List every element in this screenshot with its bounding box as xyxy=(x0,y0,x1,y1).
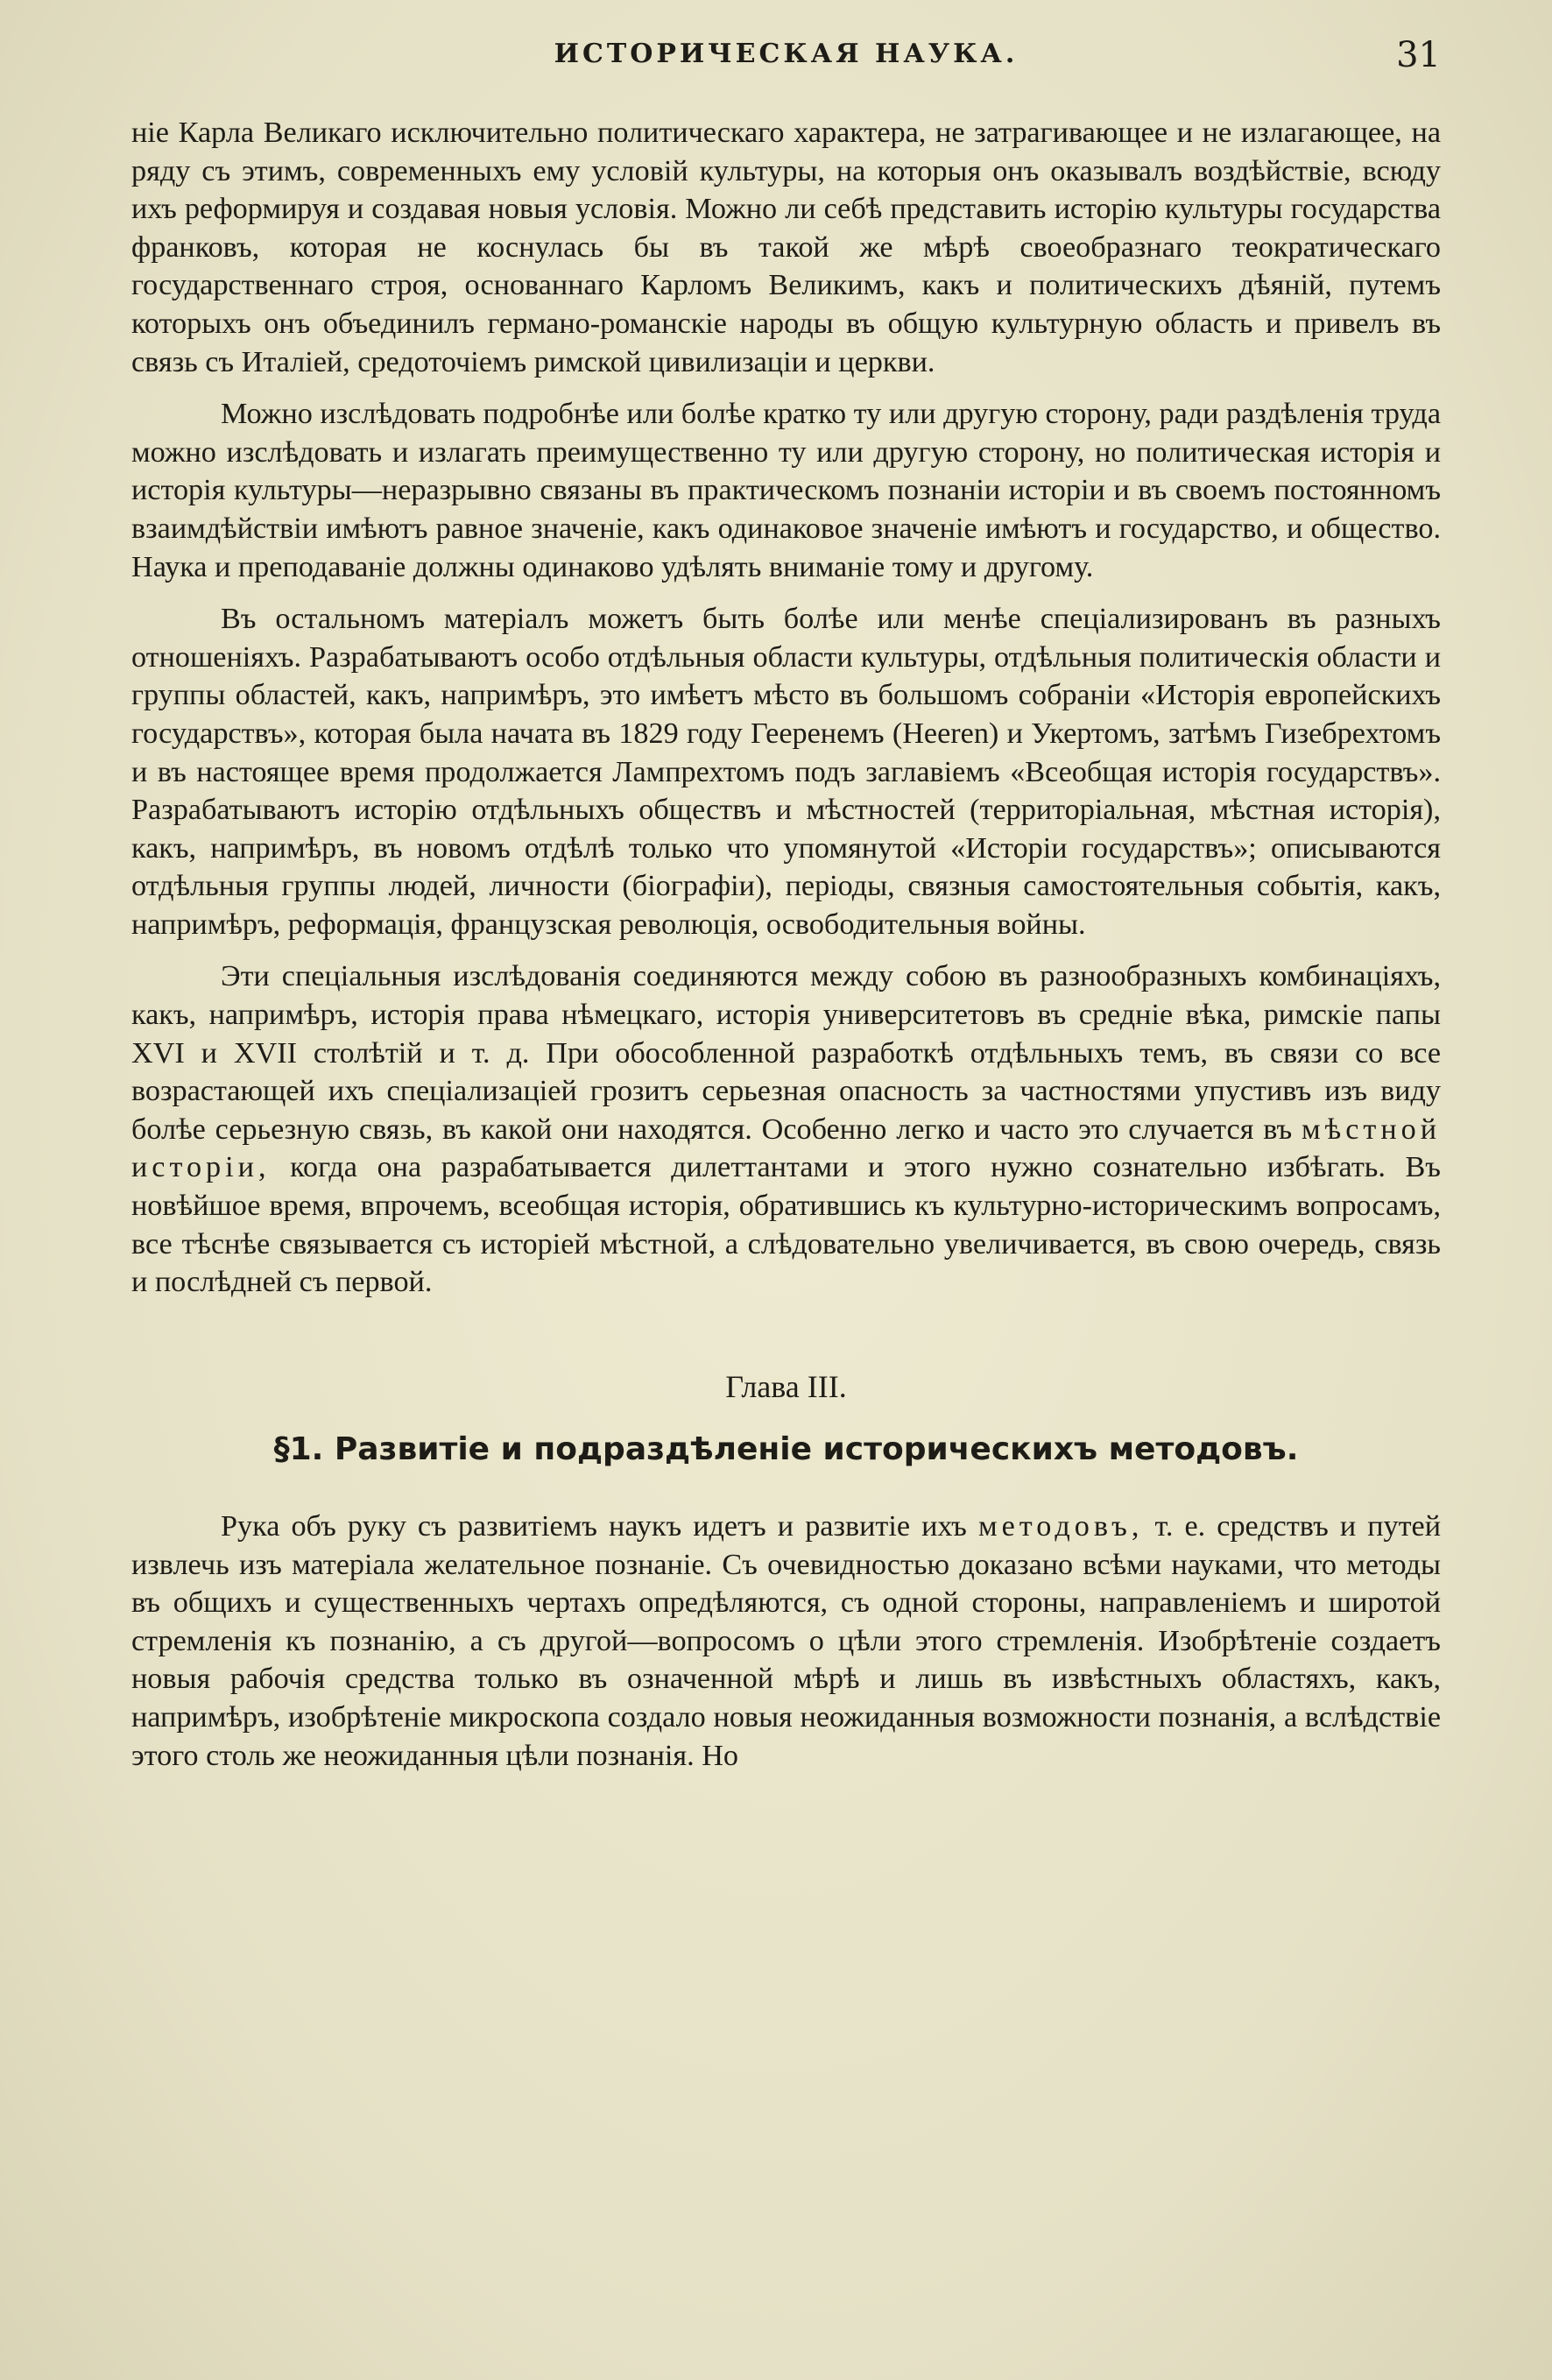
chapter-heading: Глава III. xyxy=(725,1368,847,1404)
running-head xyxy=(131,35,1441,79)
emphasis-local-history: мѣстной исторіи, xyxy=(131,1112,1442,1184)
paragraph-5 xyxy=(131,1508,1441,1775)
paragraph-4 xyxy=(131,957,1441,1301)
emphasis-methods: методовъ, xyxy=(977,1510,1144,1543)
paragraph-3: Въ остальномъ матеріалъ можетъ быть болѣе или менѣе спеціализированъ въ разныхъ отношеніяхъ. Разрабатываютъ особо отдѣльныя области культуры, отдѣльныя политическія области и группы областей, какъ, напримѣръ, это имѣетъ мѣсто въ большомъ собраніи «Исторія европейскихъ государствъ», которая была начата въ 1829 году Гееренемъ (Heeren) и Укертомъ, затѣмъ Гизебрехтомъ и въ настоящее время продолжается Лампрехтомъ подъ заглавіемъ «Всеобщая исторія государствъ». Разрабатываютъ исторію отдѣльныхъ обществъ и мѣстностей (территоріальная, мѣстная исторія), какъ, напримѣръ, въ новомъ отдѣлѣ только что упомянутой «Исторіи государствъ»; описываются отдѣльныя группы людей, личности (біографіи), періоды, связныя самостоятельныя событія, какъ, напримѣръ, реформація, французская революція, освободительныя войны. xyxy=(131,603,1441,941)
section-heading: §1. Развитіе и подраздѣленіе историческихъ методовъ. xyxy=(273,1431,1299,1468)
paragraph-2: Можно изслѣдовать подробнѣе или болѣе кратко ту или другую сторону, ради раздѣленія труда можно изслѣдовать и излагать преимущественно ту или другую сторону, но политическая исторія и исторія культуры—неразрывно связаны въ практическомъ познаніи исторіи и въ своемъ постоянномъ взаимдѣйствіи имѣютъ равное значеніе, какъ одинаковое значеніе имѣютъ и государство, и общество. Наука и преподаваніе должны одинаково удѣлять вниманіе тому и другому. xyxy=(131,398,1441,583)
paragraph-4-part-a: Эти спеціальныя изслѣдованія соединяются между собою въ разнообразныхъ комбинаціяхъ, какъ, напримѣръ, исторія права нѣмецкаго, исторія университетовъ въ средніе вѣка, римскіе папы XVI и XVII столѣтій и т. д. При обособленной разработкѣ отдѣльныхъ темъ, въ связи со все возрастающей ихъ спеціализаціей грозитъ серьезная опасность за частностями упустивъ изъ виду болѣе серьезную связь, въ какой они находятся. Особенно легко и часто это случается въ xyxy=(131,960,1441,1146)
paragraph-5-part-a: Рука объ руку съ развитіемъ наукъ идетъ и развитіе ихъ xyxy=(221,1510,967,1543)
body-text xyxy=(131,114,1441,1789)
page-number: 31 xyxy=(1396,35,1441,75)
paragraph-5-part-b: т. е. средствъ и путей извлечь изъ матеріала желательное познаніе. Съ очевидностью доказано всѣми науками, что методы въ общихъ и существенныхъ чертахъ опредѣляются, съ одной стороны, направленіемъ и широтой стремленія къ познанію, а съ другой—вопросомъ о цѣли этого стремленія. Изобрѣтеніе создаетъ новыя рабочія средства только въ означенной мѣрѣ и лишь въ извѣстныхъ областяхъ, какъ, напримѣръ, изобрѣтеніе микроскопа создало новыя неожиданныя возможности познанія, а вслѣдствіе этого столь же неожиданныя цѣли познанія. Но xyxy=(131,1510,1442,1772)
running-title: ИСТОРИЧЕСКАЯ НАУКА. xyxy=(554,39,1019,69)
paragraph-1: ніе Карла Великаго исключительно политическаго характера, не затрагивающее и не излагающее, на ряду съ этимъ, современныхъ ему условій культуры, на которыя онъ оказывалъ воздѣйствіе, всюду ихъ реформируя и создавая новыя условія. Можно ли себѣ представить исторію культуры государства франковъ, которая не коснулась бы въ такой же мѣрѣ своеобразнаго теократическаго государственнаго строя, основаннаго Карломъ Великимъ, какъ и политическихъ дѣяній, путемъ которыхъ онъ объединилъ германо-романскіе народы въ общую культурную область и привелъ въ связь съ Италіей, средоточіемъ римской цивилизаціи и церкви. xyxy=(131,117,1441,378)
paragraph-4-part-b: когда она разрабатывается дилеттантами и этого нужно сознательно избѣгать. Въ новѣйшое время, впрочемъ, всеобщая исторія, обратившись къ культурно-историческимъ вопросамъ, все тѣснѣе связывается съ исторіей мѣстной, а слѣдовательно увеличивается, въ свою очередь, связь и послѣдней съ первой. xyxy=(131,1151,1441,1299)
